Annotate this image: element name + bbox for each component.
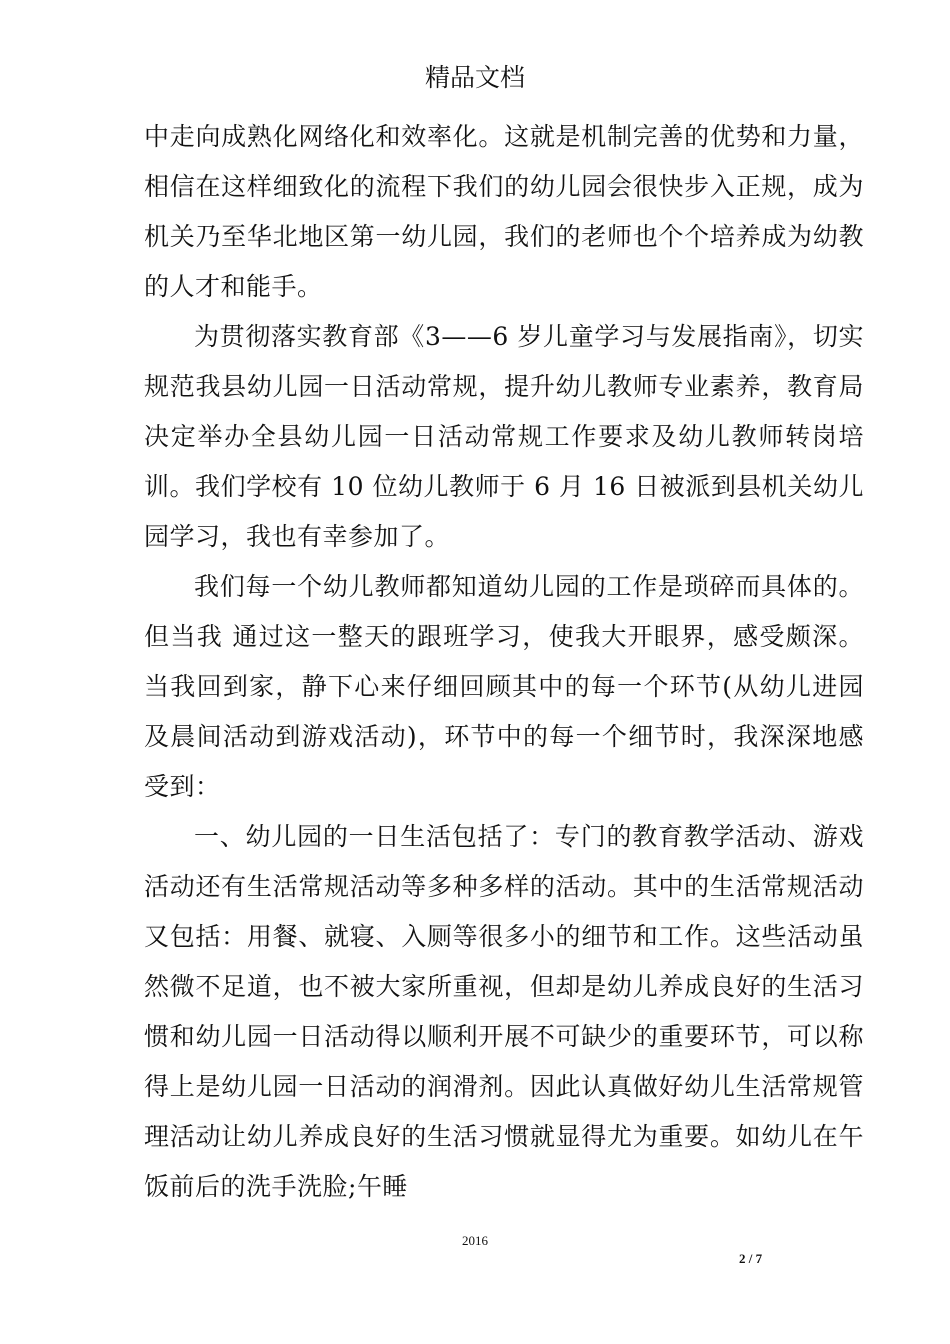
footer-year: 2016 — [462, 1233, 488, 1248]
paragraph-3: 我们每一个幼儿教师都知道幼儿园的工作是琐碎而具体的。但当我 通过这一整天的跟班学习，使我大开眼界，感受颇深。当我回到家，静下心来仔细回顾其中的每一个环节(从幼儿进园及晨间活动到游戏活动)，环节中的每一个细节时，我深深地感受到： — [144, 572, 864, 801]
paragraph-4: 一、幼儿园的一日生活包括了：专门的教育教学活动、游戏活动还有生活常规活动等多种多样的活动。其中的生活常规活动又包括：用餐、就寝、入厕等很多小的细节和工作。这些活动虽然微不足道，也不被大家所重视，但却是幼儿养成良好的生活习惯和幼儿园一日活动得以顺利开展不可缺少的重要环节，可以称得上是幼儿园一日活动的润滑剂。因此认真做好幼儿生活常规管理活动让幼儿养成良好的生活习惯就显得尤为重要。如幼儿在午饭前后的洗手洗脸;午睡 — [144, 822, 864, 1201]
paragraph-1: 中走向成熟化网络化和效率化。这就是机制完善的优势和力量，相信在这样细致化的流程下我们的幼儿园会很快步入正规，成为机关乃至华北地区第一幼儿园，我们的老师也个个培养成为幼教的人才和能手。 — [144, 122, 864, 301]
document-body — [144, 112, 864, 1212]
page-header-title: 精品文档 — [424, 63, 525, 92]
paragraph-2: 为贯彻落实教育部《3——6 岁儿童学习与发展指南》，切实规范我县幼儿园一日活动常规，提升幼儿教师专业素养，教育局决定举办全县幼儿园一日活动常规工作要求及幼儿教师转岗培训。我们学校有 10 位幼儿教师于 6 月 16 日被派到县机关幼儿园学习，我也有幸参加了。 — [144, 322, 864, 551]
page-number: 2 / 7 — [739, 1251, 763, 1266]
